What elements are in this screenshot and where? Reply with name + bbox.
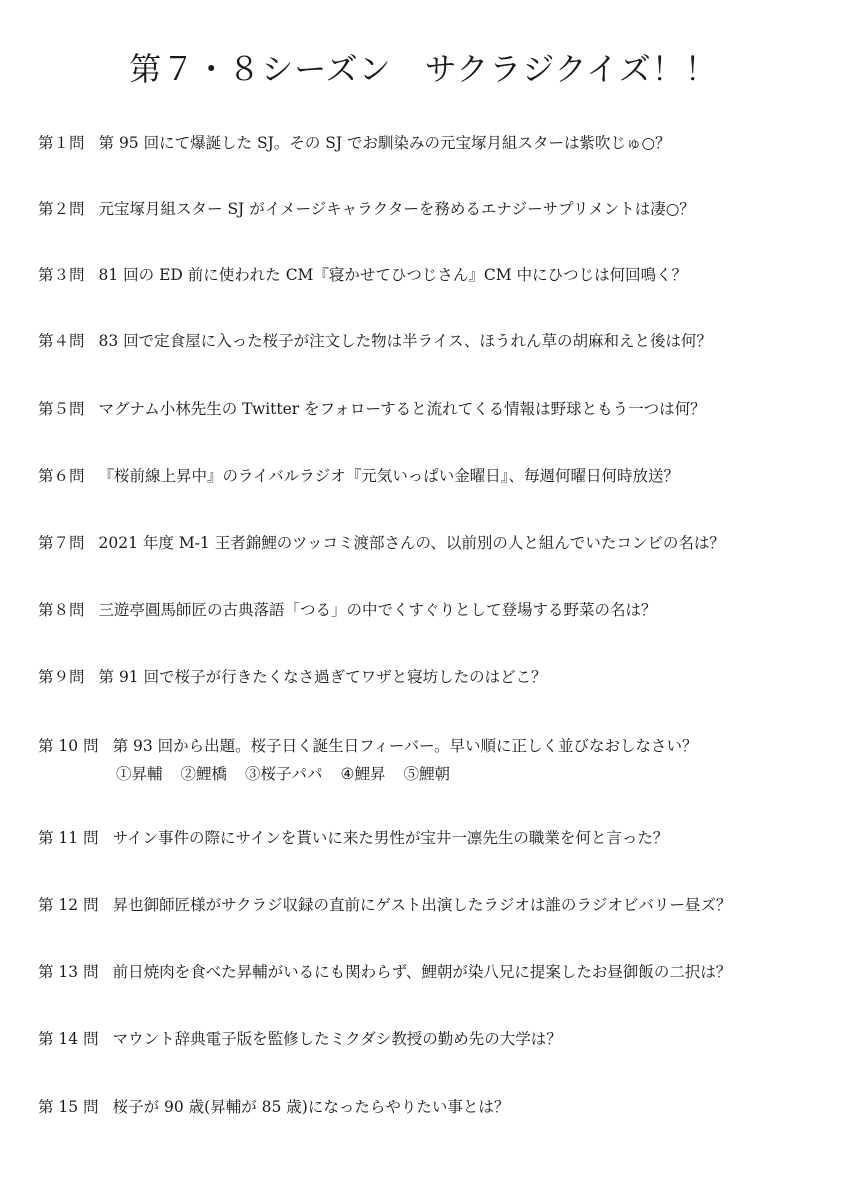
question-14 [38, 1027, 562, 1051]
question-13 [38, 960, 731, 984]
option-2: ②鯉橋 [180, 765, 228, 783]
question-1 [38, 131, 671, 155]
question-text: 元宝塚月組スター SJ がイメージキャラクターを務めるエナジーサプリメントは凄○？ [98, 200, 695, 218]
question-2 [38, 197, 695, 221]
option-3: ③桜子パパ [245, 765, 323, 783]
question-text: マグナム小林先生の Twitter をフォローすると流れてくる情報は野球ともう一つは何？ [98, 400, 706, 418]
question-4 [38, 329, 712, 353]
question-number: 第 15 問 [38, 1098, 99, 1116]
option-1: ①昇輔 [116, 765, 163, 783]
option-4: ④鯉昇 [340, 765, 386, 783]
page-title: 第７・８シーズン サクラジクイズ！！ [129, 50, 718, 88]
question-number: 第７問 [38, 534, 85, 552]
question-text: 81 回の ED 前に使われた CM『寝かせてひつじさん』CM 中にひつじは何回鳴く？ [98, 266, 688, 284]
question-text: 第 91 回で桜子が行きたくなさ過ぎてワザと寝坊したのはどこ？ [98, 668, 547, 686]
question-number: 第３問 [38, 266, 85, 284]
question-number: 第 12 問 [38, 896, 99, 914]
question-text: 『桜前線上昇中』のライバルラジオ『元気いっぱい金曜日』、毎週何曜日何時放送？ [98, 467, 679, 485]
question-text: 第 95 回にて爆誕した SJ。その SJ でお馴染みの元宝塚月組スターは紫吹じゅ○？ [98, 134, 671, 152]
question-7 [38, 531, 725, 555]
question-number: 第 10 問 [38, 737, 99, 755]
question-text: 昇也御師匠様がサクラジ収録の直前にゲスト出演したラジオは誰のラジオビバリー昼ズ？ [112, 896, 732, 914]
question-5 [38, 397, 706, 421]
question-text: 前日焼肉を食べた昇輔がいるにも関わらず、鯉朝が染八兄に提案したお昼御飯の二択は？ [112, 963, 732, 981]
question-11 [38, 826, 668, 850]
question-number: 第９問 [38, 668, 85, 686]
question-number: 第２問 [38, 200, 85, 218]
question-number: 第８問 [38, 601, 85, 619]
question-15 [38, 1095, 509, 1119]
question-text: 桜子が 90 歳(昇輔が 85 歳)になったらやりたい事とは？ [112, 1098, 510, 1116]
question-number: 第 13 問 [38, 963, 99, 981]
question-text: 三遊亭圓馬師匠の古典落語「つる」の中でくすぐりとして登場する野菜の名は？ [98, 601, 657, 619]
question-number: 第 11 問 [38, 829, 99, 847]
question-text: マウント辞典電子版を監修したミクダシ教授の勤め先の大学は？ [112, 1030, 562, 1048]
question-9 [38, 665, 547, 689]
question-text: 第 93 回から出題。桜子日く誕生日フィーバー。早い順に正しく並びなおしなさい？ [112, 737, 698, 755]
question-number: 第１問 [38, 134, 85, 152]
question-text: サイン事件の際にサインを貰いに来た男性が宝井一凛先生の職業を何と言った？ [112, 829, 669, 847]
question-6 [38, 464, 679, 488]
question-text: 83 回で定食屋に入った桜子が注文した物は半ライス、ほうれん草の胡麻和えと後は何？ [98, 332, 713, 350]
question-number: 第５問 [38, 400, 85, 418]
question-3 [38, 263, 687, 287]
question-10 [38, 734, 698, 786]
question-12 [38, 893, 731, 917]
question-8 [38, 598, 657, 622]
option-5: ⑤鯉朝 [403, 765, 450, 783]
answer-options [116, 762, 698, 786]
question-number: 第６問 [38, 467, 85, 485]
question-text: 2021 年度 M-1 王者錦鯉のツッコミ渡部さんの、以前別の人と組んでいたコンビの名は？ [98, 534, 725, 552]
question-number: 第４問 [38, 332, 85, 350]
question-number: 第 14 問 [38, 1030, 99, 1048]
